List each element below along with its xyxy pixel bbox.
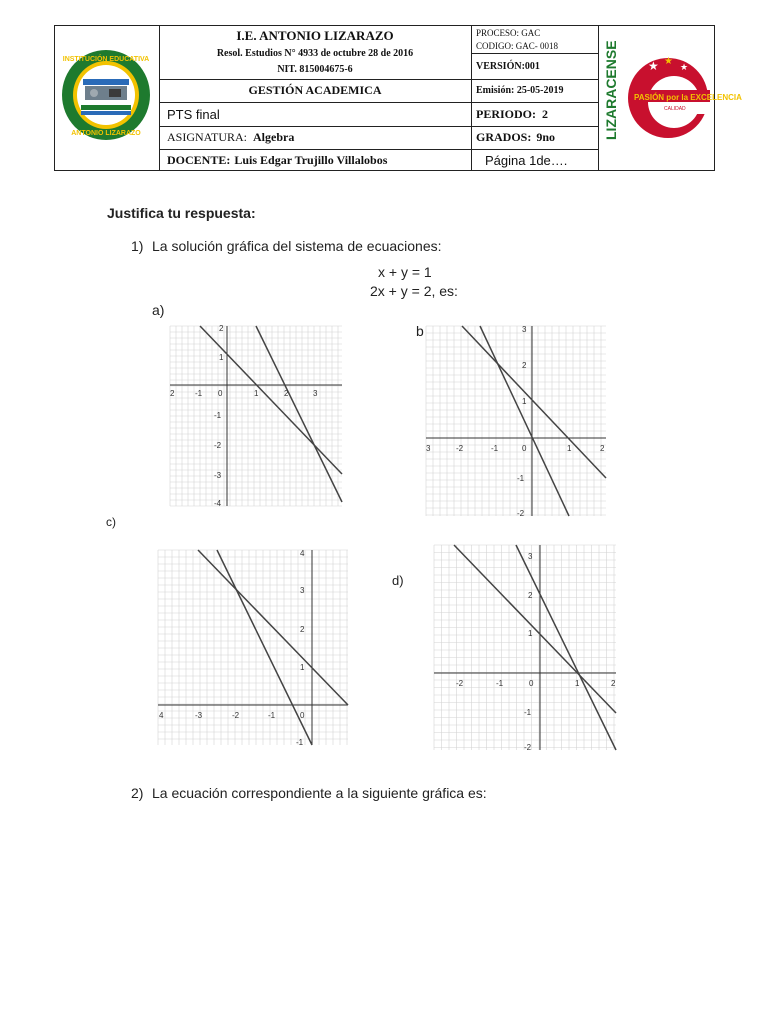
header-divider <box>598 26 599 170</box>
y-tick-label: -1 <box>524 708 532 717</box>
x-tick-label: -1 <box>195 389 203 398</box>
graph-grid <box>170 326 342 506</box>
line-2x-plus-y-eq-2 <box>516 545 616 750</box>
x-tick-label: -1 <box>491 444 499 453</box>
y-tick-label: -1 <box>296 738 304 747</box>
grade-row <box>471 126 598 149</box>
option-d-label: d) <box>392 573 404 588</box>
grade-label: GRADOS: <box>476 130 532 144</box>
x-tick-label: 2 <box>600 444 605 453</box>
y-tick-label: 1 <box>219 353 224 362</box>
y-tick-label: 1 <box>522 397 527 406</box>
code-text: CODIGO: GAC- 0018 <box>476 41 558 51</box>
graph-option-a <box>170 326 342 506</box>
graph-grid <box>434 545 616 750</box>
y-tick-label: -2 <box>517 509 525 518</box>
logo-right-small-text: CALIDAD <box>664 106 686 112</box>
x-tick-label: 3 <box>426 444 431 453</box>
x-tick-label: 0 <box>522 444 527 453</box>
school-name: I.E. ANTONIO LIZARAZO <box>236 28 394 43</box>
line-2x-plus-y-eq-2 <box>256 326 342 502</box>
x-tick-label: -2 <box>456 679 464 688</box>
option-c-label: c) <box>106 515 116 529</box>
line-2x-plus-y-eq-2 <box>480 326 569 516</box>
y-tick-label: -3 <box>214 471 222 480</box>
x-tick-label: -3 <box>195 711 203 720</box>
star-icon: ★ <box>664 56 673 67</box>
y-tick-label: 4 <box>300 549 305 558</box>
y-tick-label: 3 <box>300 586 305 595</box>
x-tick-label: 1 <box>567 444 572 453</box>
y-tick-label: -1 <box>517 474 525 483</box>
y-tick-label: 1 <box>528 629 533 638</box>
teacher-label: DOCENTE: <box>167 153 231 167</box>
logo-stripe <box>81 105 131 110</box>
option-a-label: a) <box>152 302 165 318</box>
logo-right-side-text: LIZARACENSE <box>603 40 619 140</box>
q1-number: 1) <box>131 238 144 254</box>
process-text: PROCESO: GAC <box>476 28 541 38</box>
y-tick-label: 2 <box>219 324 224 333</box>
graph-option-d <box>434 545 616 750</box>
option-b-label: b <box>416 323 424 339</box>
graph-option-c <box>158 550 348 745</box>
x-tick-label: 1 <box>575 679 580 688</box>
y-tick-label: 2 <box>300 625 305 634</box>
school-logo <box>61 49 151 141</box>
q1-eq1: x + y = 1 <box>378 264 432 280</box>
x-tick-label: -2 <box>232 711 240 720</box>
teacher-value: Luis Edgar Trujillo Villalobos <box>234 153 388 167</box>
y-tick-label: 1 <box>300 663 305 672</box>
lizaracense-logo <box>602 40 742 150</box>
subject-value: Algebra <box>253 130 295 144</box>
x-tick-label: 4 <box>159 711 164 720</box>
y-tick-label: -2 <box>524 743 532 752</box>
x-tick-label: -1 <box>268 711 276 720</box>
y-tick-label: -4 <box>214 499 222 508</box>
x-tick-label: 0 <box>529 679 534 688</box>
y-tick-label: 3 <box>522 325 527 334</box>
gear-icon <box>90 89 98 97</box>
emission-text: Emisión: 25-05-2019 <box>476 85 564 96</box>
x-tick-label: 3 <box>313 389 318 398</box>
graph-grid <box>426 326 606 516</box>
document-header <box>54 25 742 171</box>
x-tick-label: 2 <box>284 389 289 398</box>
logo-right-band-text: PASIÓN por la EXCELENCIA <box>634 93 742 102</box>
logo-left-top-text: INSTITUCIÓN EDUCATIVA <box>62 56 150 63</box>
x-tick-label: 0 <box>218 389 223 398</box>
period-row <box>471 102 598 126</box>
q1-eq2: 2x + y = 2, es: <box>370 283 458 299</box>
y-tick-label: -2 <box>214 441 222 450</box>
logo-stripe <box>81 111 131 115</box>
y-tick-label: 2 <box>522 361 527 370</box>
area-title: GESTIÓN ACADEMICA <box>248 83 382 97</box>
q1-text: La solución gráfica del sistema de ecuaciones: <box>152 238 442 254</box>
graph-option-b <box>426 326 606 516</box>
period-value: 2 <box>542 106 548 121</box>
line-x-plus-y-eq-1 <box>462 326 606 478</box>
x-tick-label: 2 <box>170 389 175 398</box>
x-tick-label: 2 <box>611 679 616 688</box>
y-tick-label: 2 <box>528 591 533 600</box>
teacher-row <box>159 149 471 172</box>
computer-icon <box>109 89 121 97</box>
period-label: PERIODO: <box>476 106 536 121</box>
x-tick-label: 1 <box>254 389 259 398</box>
q2-number: 2) <box>131 785 144 801</box>
logo-roof <box>83 79 129 85</box>
resolution-text: Resol. Estudios N° 4933 de octubre 28 de 2016 <box>216 48 414 59</box>
subject-label: ASIGNATURA: <box>167 130 248 144</box>
line-x-plus-y-eq-1 <box>198 550 348 705</box>
star-icon: ★ <box>680 62 689 72</box>
y-tick-label: -1 <box>214 411 222 420</box>
version-text: VERSIÓN:001 <box>476 60 540 72</box>
x-tick-label: -1 <box>496 679 504 688</box>
grade-value: 9no <box>536 130 556 144</box>
pts-label: PTS final <box>167 106 220 122</box>
x-tick-label: 0 <box>300 711 305 720</box>
star-icon: ★ <box>648 59 659 73</box>
instructions-heading: Justifica tu respuesta: <box>107 205 256 221</box>
graph-grid <box>158 550 348 745</box>
subject-row <box>159 126 471 149</box>
q2-text: La ecuación correspondiente a la siguiente gráfica es: <box>152 785 487 801</box>
logo-left-bottom-text: ANTONIO LIZARAZO <box>71 130 141 137</box>
page-number: Página 1de…. <box>485 153 568 168</box>
y-tick-label: 3 <box>528 552 533 561</box>
x-tick-label: -2 <box>456 444 464 453</box>
nit-text: NIT. 815004675-6 <box>277 64 353 75</box>
